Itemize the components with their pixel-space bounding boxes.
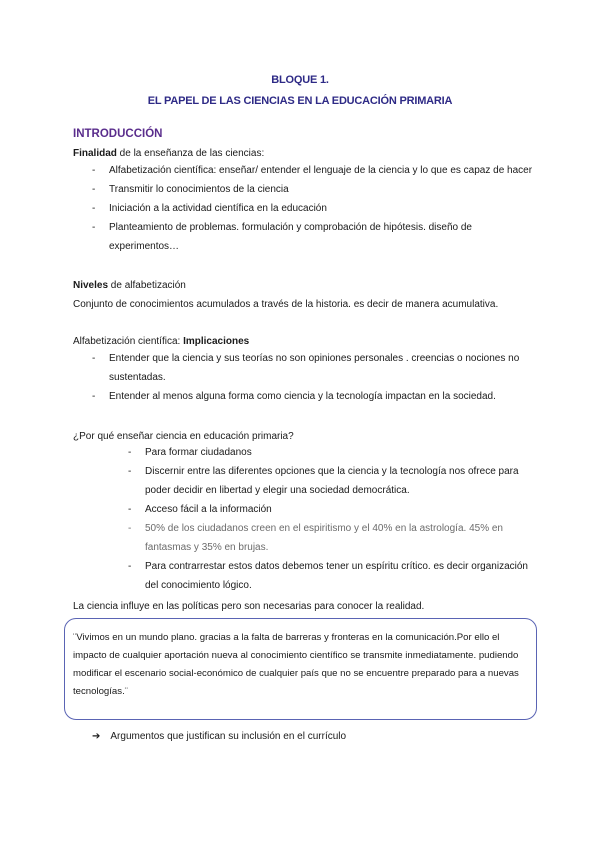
list-item: - Entender al menos alguna forma como ciencia y la tecnología impactan en la sociedad. (92, 391, 496, 402)
list-item: - Iniciación a la actividad científica en la educación (92, 203, 327, 214)
finalidad-label: Finalidad (73, 148, 117, 159)
quote-line: tecnologías.¨ (73, 686, 128, 697)
finalidad-line (73, 147, 264, 160)
list-item-continuation: fantasmas y 35% en brujas. (145, 542, 269, 553)
list-item: - Planteamiento de problemas. formulación y comprobación de hipótesis. diseño de (92, 222, 472, 233)
alfabetizacion-line: Alfabetización científica: Implicaciones (73, 336, 250, 347)
list-item: - Para contrarrestar estos datos debemos tener un espíritu crítico. es decir organización (128, 561, 528, 572)
list-item: - Transmitir lo conocimientos de la ciencia (92, 184, 289, 195)
niveles-line: Niveles de alfabetización (73, 280, 186, 291)
niveles-label: Niveles (73, 280, 109, 291)
quote-line: impacto de cualquier aportación nueva al conocimiento científico se transmite inmediatamente. pudiendo (73, 650, 519, 661)
page-title: EL PAPEL DE LAS CIENCIAS EN LA EDUCACIÓN PRIMARIA (147, 95, 453, 107)
quote-line: modificar el escenario social-económico de cualquier país que no se encuentre preparado para a nuevas (73, 668, 519, 679)
quote-box (64, 618, 537, 720)
arrow-item-text: Argumentos que justifican su inclusión en el currículo (110, 731, 347, 742)
niveles-description: Conjunto de conocimientos acumulados a través de la historia. es decir de manera acumulativa. (73, 299, 499, 310)
list-item-continuation: poder decidir en libertad y elegir una sociedad democrática. (145, 485, 410, 496)
list-item-continuation: sustentadas. (109, 372, 166, 383)
list-item: - 50% de los ciudadanos creen en el espiritismo y el 40% en la astrología. 45% en (128, 523, 503, 534)
block-number: BLOQUE 1. (271, 74, 329, 86)
list-item: - Entender que la ciencia y sus teorías no son opiniones personales . creencias o nociones no (92, 353, 520, 364)
arrow-right-icon: ➔ (92, 731, 101, 742)
list-item: - Alfabetización científica: enseñar/ entender el lenguaje de la ciencia y lo que es capaz de hacer (92, 165, 533, 176)
list-item: - Para formar ciudadanos (128, 447, 252, 458)
arrow-item (92, 731, 346, 742)
quote-line: ¨Vivimos en un mundo plano. gracias a la falta de barreras y fronteras en la comunicación.Por ello el (73, 632, 500, 643)
section-heading-intro: INTRODUCCIÓN (73, 128, 163, 140)
finalidad-text: de la enseñanza de las ciencias: (116, 148, 265, 159)
list-item-continuation: del conocimiento lógico. (145, 580, 252, 591)
list-item: - Acceso fácil a la información (128, 504, 272, 515)
quote-text (73, 629, 533, 701)
list-item: - Discernir entre las diferentes opciones que la ciencia y la tecnología nos ofrece para (128, 466, 519, 477)
implicaciones-label: Implicaciones (183, 336, 250, 347)
porque-question: ¿Por qué enseñar ciencia en educación primaria? (73, 431, 294, 442)
list-item-continuation: experimentos… (109, 241, 180, 252)
porque-conclusion: La ciencia influye en las políticas pero son necesarias para conocer la realidad. (73, 601, 425, 612)
